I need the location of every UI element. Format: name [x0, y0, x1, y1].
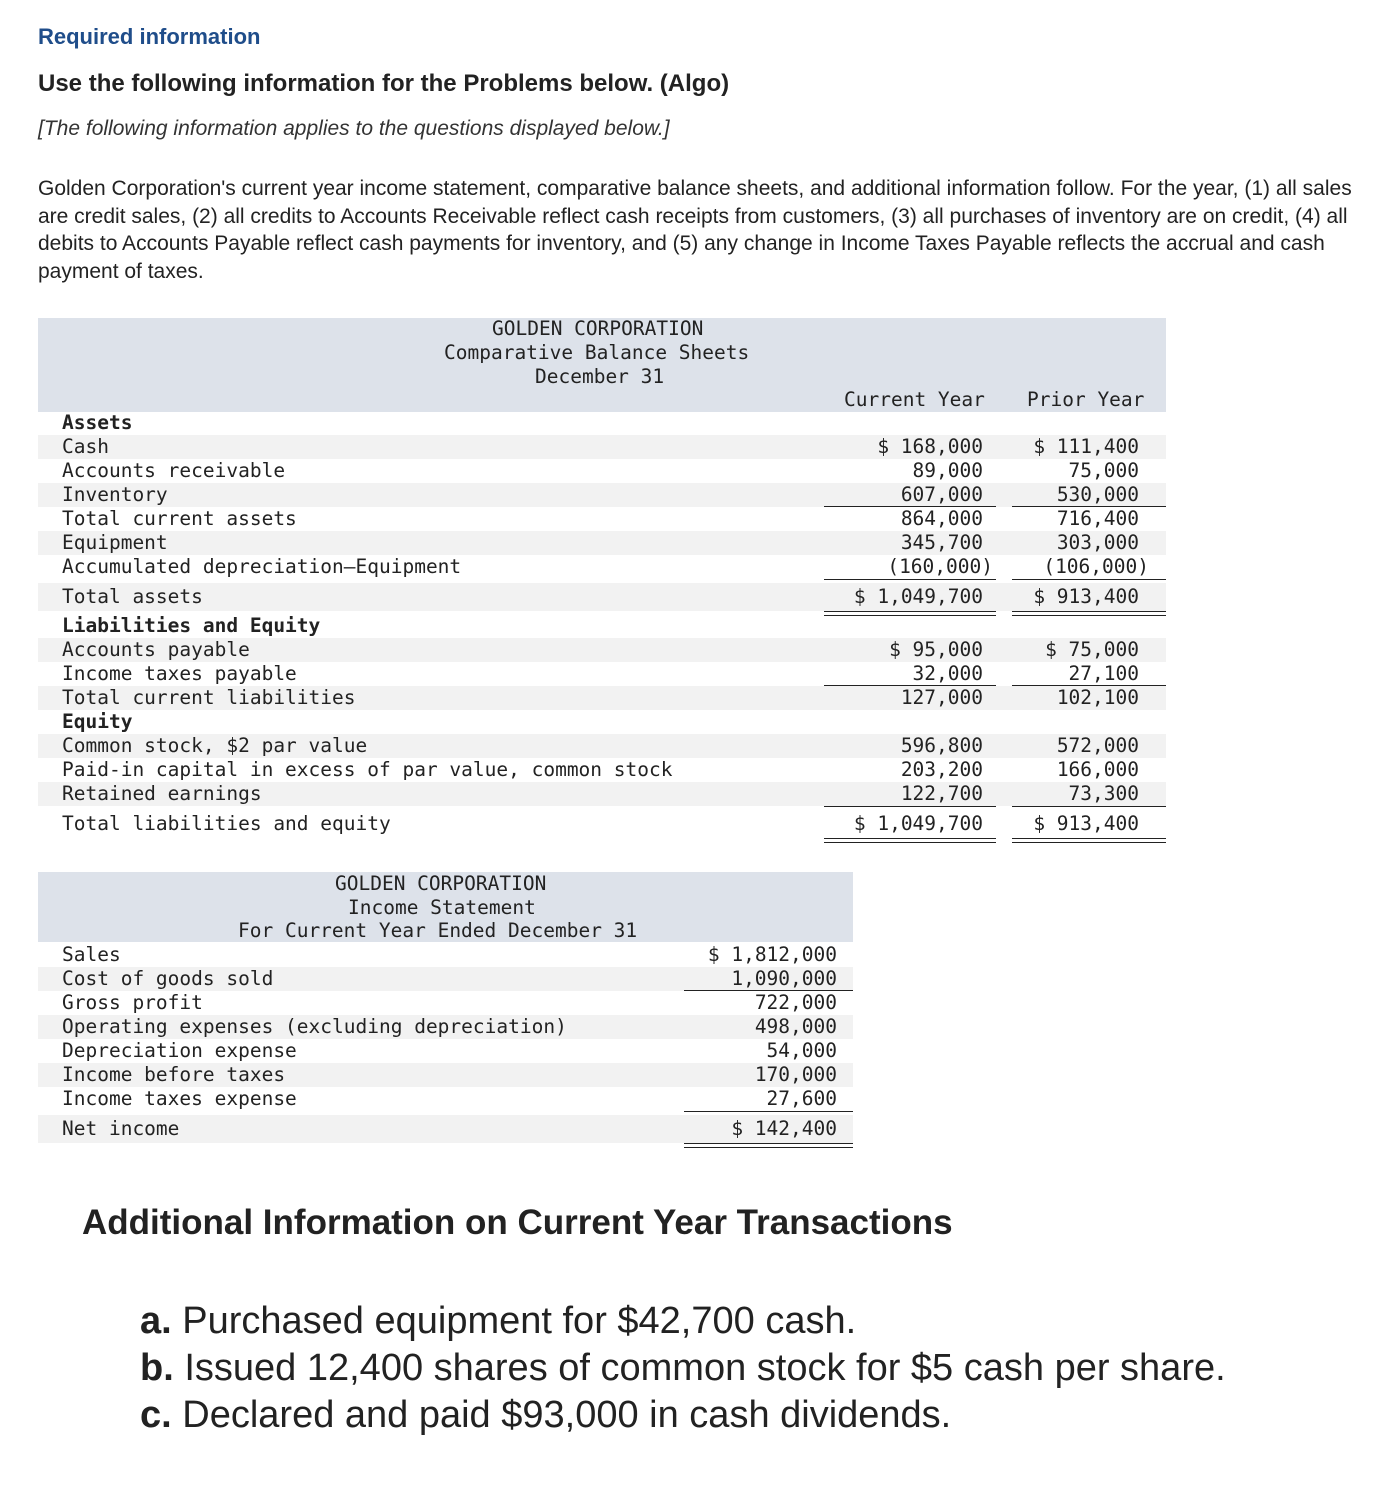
- row-label: Income taxes payable: [62, 662, 297, 685]
- prior-value: 716,400: [1056, 507, 1139, 530]
- current-value: (160,000): [887, 555, 993, 578]
- table-row: [38, 459, 1166, 483]
- problem-heading: Use the following information for the Problems below. (Algo): [38, 70, 730, 97]
- row-label: Total current liabilities: [62, 686, 356, 709]
- intro-paragraph: Golden Corporation's current year income statement, comparative balance sheets, and additional information follow. For the year, (1) all sales are credit sales, (2) all credits to Accounts Receivable reflect cash receipts from customers, (3) all purchases of inventory are on credit, (4) all debits to Accounts Payable reflect cash payments for inventory, and (5) any change in Income Taxes Payable reflects the accrual and cash payment of taxes.: [38, 177, 1352, 283]
- total-double-rule: [684, 1143, 853, 1148]
- applies-note: [The following information applies to the questions displayed below.]: [38, 117, 670, 140]
- col-current-year: Current Year: [844, 388, 985, 411]
- row-label: Accounts receivable: [62, 459, 286, 482]
- prior-value: 303,000: [1056, 531, 1139, 554]
- assets-heading-row: [38, 411, 1166, 435]
- prior-value: $ 913,400: [1033, 585, 1139, 608]
- table-row: [38, 583, 1166, 611]
- row-value: $ 1,812,000: [707, 943, 837, 966]
- table-row: [38, 758, 1166, 782]
- current-value: 122,700: [900, 782, 983, 805]
- prior-value: $ 75,000: [1045, 638, 1139, 661]
- row-value: 170,000: [754, 1063, 837, 1086]
- row-label: Depreciation expense: [62, 1039, 297, 1062]
- list-item: [140, 1347, 1226, 1390]
- prior-value: 166,000: [1056, 758, 1139, 781]
- assets-heading: Assets: [62, 411, 133, 434]
- total-double-rule: [824, 838, 996, 843]
- is-title-period: For Current Year Ended December 31: [238, 919, 638, 942]
- current-value: 596,800: [900, 734, 983, 757]
- additional-info-heading: Additional Information on Current Year Transactions: [82, 1203, 953, 1242]
- current-value: $ 1,049,700: [853, 812, 983, 835]
- row-label: Cash: [62, 435, 109, 458]
- item-letter: c.: [140, 1394, 172, 1436]
- row-label: Income taxes expense: [62, 1087, 297, 1110]
- prior-value: 27,100: [1068, 662, 1139, 685]
- table-row: [38, 638, 1166, 662]
- required-information-heading: Required information: [38, 24, 261, 49]
- row-label: Paid-in capital in excess of par value, common stock: [62, 758, 673, 781]
- row-value: 498,000: [754, 1015, 837, 1038]
- table-row: [38, 1063, 853, 1087]
- prior-value: $ 913,400: [1033, 812, 1139, 835]
- row-label: Accounts payable: [62, 638, 250, 661]
- current-value: $ 95,000: [889, 638, 983, 661]
- row-label: Operating expenses (excluding depreciation): [62, 1015, 567, 1038]
- col-prior-year: Prior Year: [1027, 388, 1145, 411]
- item-letter: b.: [140, 1347, 174, 1389]
- current-value: 32,000: [912, 662, 983, 685]
- current-value: $ 168,000: [877, 435, 983, 458]
- is-title-statement: Income Statement: [348, 896, 536, 919]
- row-label: Equipment: [62, 531, 168, 554]
- bs-title-date: December 31: [535, 365, 665, 388]
- item-text: Purchased equipment for $42,700 cash.: [171, 1300, 857, 1342]
- list-item: [140, 1300, 856, 1343]
- table-row: [38, 991, 853, 1015]
- item-text: Issued 12,400 shares of common stock for $5 cash per share.: [173, 1347, 1226, 1389]
- prior-value: 75,000: [1068, 459, 1139, 482]
- liabilities-heading: Liabilities and Equity: [62, 614, 321, 637]
- table-row: [38, 734, 1166, 758]
- current-value: 127,000: [900, 686, 983, 709]
- row-label: Income before taxes: [62, 1063, 286, 1086]
- prior-value: (106,000): [1043, 555, 1149, 578]
- table-row: [38, 555, 1166, 579]
- table-row: [38, 531, 1166, 555]
- prior-value: 530,000: [1056, 483, 1139, 506]
- list-item: [140, 1394, 951, 1437]
- bs-title-statement: Comparative Balance Sheets: [444, 341, 750, 364]
- table-row: [38, 1039, 853, 1063]
- current-value: 607,000: [900, 483, 983, 506]
- prior-value: $ 111,400: [1033, 435, 1139, 458]
- table-row: [38, 507, 1166, 531]
- table-row: [38, 782, 1166, 806]
- row-label: Sales: [62, 943, 121, 966]
- item-letter: a.: [140, 1300, 172, 1342]
- is-title-company: GOLDEN CORPORATION: [335, 872, 547, 895]
- subtotal-rule: [824, 579, 996, 580]
- row-label: Total assets: [62, 585, 203, 608]
- item-text: Declared and paid $93,000 in cash dividends.: [171, 1394, 952, 1436]
- current-value: 89,000: [912, 459, 983, 482]
- prior-value: 102,100: [1056, 686, 1139, 709]
- equity-heading-row: [38, 710, 1166, 734]
- table-row: [38, 943, 853, 967]
- current-value: 203,200: [900, 758, 983, 781]
- current-value: $ 1,049,700: [853, 585, 983, 608]
- liabilities-heading-row: [38, 614, 1166, 638]
- current-value: 864,000: [900, 507, 983, 530]
- row-value: 27,600: [766, 1087, 837, 1110]
- row-label: Cost of goods sold: [62, 967, 274, 990]
- row-value: 54,000: [766, 1039, 837, 1062]
- row-label: Total current assets: [62, 507, 297, 530]
- table-row: [38, 810, 1166, 838]
- table-row: [38, 1115, 853, 1143]
- bs-title-company: GOLDEN CORPORATION: [492, 317, 704, 340]
- row-label: Total liabilities and equity: [62, 812, 391, 835]
- table-row: [38, 483, 1166, 507]
- subtotal-rule: [1012, 579, 1166, 580]
- table-row: [38, 1015, 853, 1039]
- row-label: Common stock, $2 par value: [62, 734, 368, 757]
- total-double-rule: [1012, 838, 1166, 843]
- row-value: $ 142,400: [731, 1117, 837, 1140]
- table-row: [38, 686, 1166, 710]
- table-row: [38, 435, 1166, 459]
- table-row: [38, 662, 1166, 686]
- subtotal-rule: [824, 806, 996, 807]
- row-label: Retained earnings: [62, 782, 262, 805]
- subtotal-rule: [1012, 806, 1166, 807]
- current-value: 345,700: [900, 531, 983, 554]
- row-label: Net income: [62, 1117, 180, 1140]
- prior-value: 73,300: [1068, 782, 1139, 805]
- table-row: [38, 967, 853, 991]
- row-value: 722,000: [754, 991, 837, 1014]
- subtotal-rule: [684, 1111, 853, 1112]
- prior-value: 572,000: [1056, 734, 1139, 757]
- row-value: 1,090,000: [731, 967, 837, 990]
- row-label: Accumulated depreciation—Equipment: [62, 555, 462, 578]
- row-label: Gross profit: [62, 991, 203, 1014]
- equity-heading: Equity: [62, 710, 133, 733]
- row-label: Inventory: [62, 483, 168, 506]
- table-row: [38, 1087, 853, 1111]
